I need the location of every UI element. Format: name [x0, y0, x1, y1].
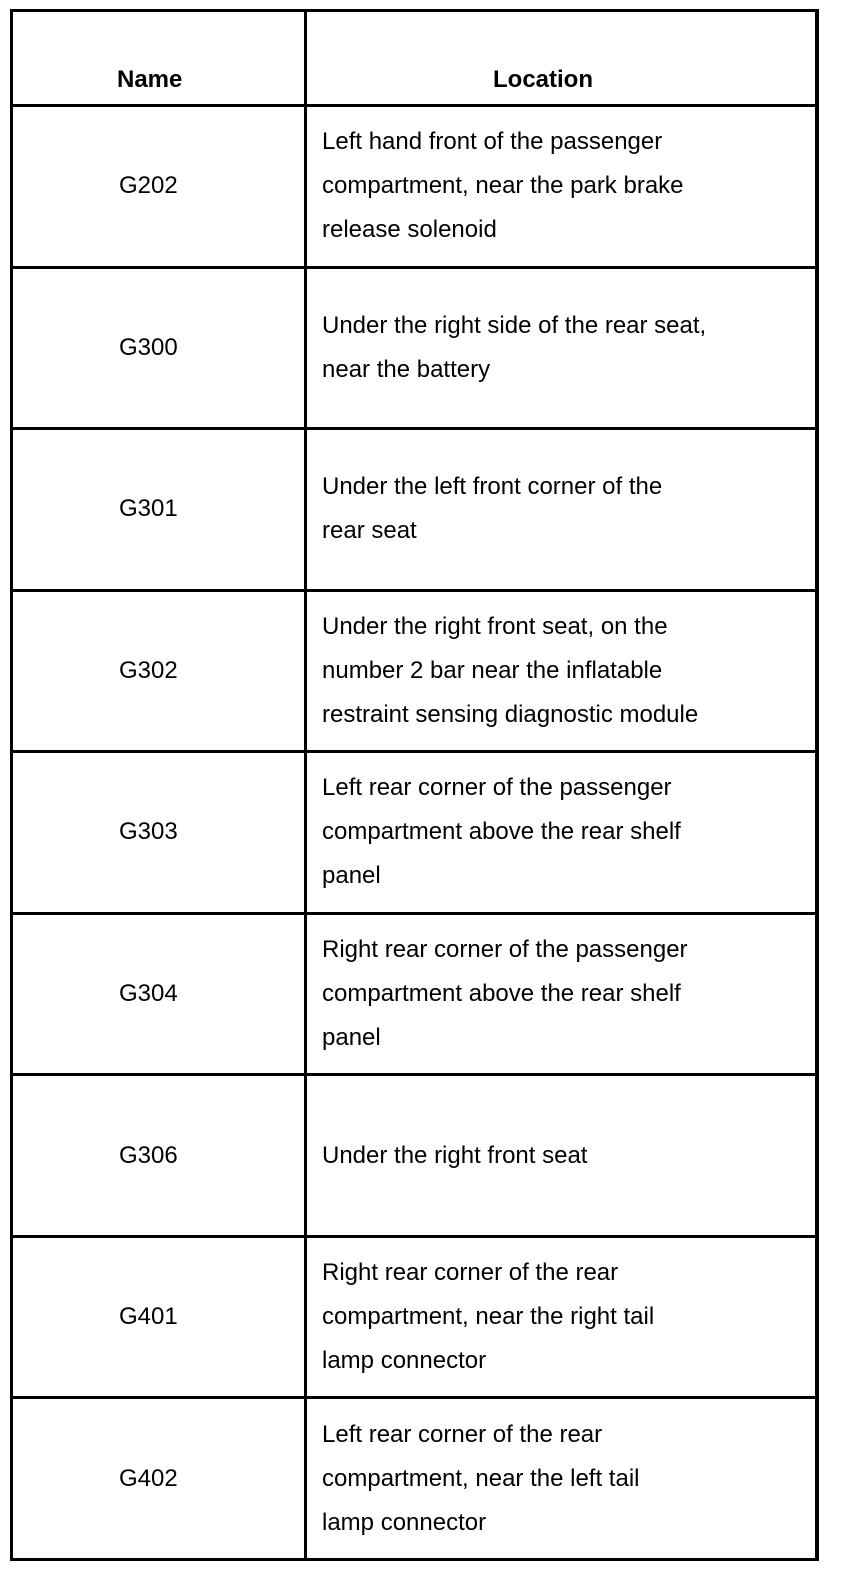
header-row — [12, 11, 817, 106]
ground-locations-table-container — [10, 9, 815, 1561]
table-row — [12, 752, 817, 914]
cell-location — [306, 1398, 817, 1560]
table-body — [12, 106, 817, 1560]
location-line: near the battery — [322, 355, 491, 383]
cell-location — [306, 590, 817, 752]
cell-location — [306, 106, 817, 268]
location-line: Right rear corner of the rear — [322, 1259, 619, 1287]
table-row — [12, 1398, 817, 1560]
cell-name: G304 — [12, 913, 306, 1075]
cell-location — [306, 429, 817, 591]
location-line: compartment above the rear shelf — [322, 980, 681, 1007]
location-line: Left rear corner of the passenger — [322, 774, 672, 802]
cell-location — [306, 267, 817, 429]
cell-name: G401 — [12, 1236, 306, 1398]
table-row — [12, 913, 817, 1075]
table-header — [12, 11, 817, 106]
column-header-name: Name — [12, 11, 306, 106]
table-row — [12, 1075, 817, 1237]
location-line: lamp connector — [322, 1347, 487, 1375]
location-line: Under the right front seat — [322, 1141, 588, 1169]
location-line: rear seat — [322, 517, 417, 545]
location-line: Left rear corner of the rear — [322, 1420, 603, 1448]
ground-locations-table — [10, 9, 819, 1561]
table-row — [12, 1236, 817, 1398]
cell-name: G202 — [12, 106, 306, 268]
location-line: compartment, near the park brake — [322, 172, 684, 200]
location-line: release solenoid — [322, 216, 497, 244]
table-row — [12, 267, 817, 429]
cell-name: G300 — [12, 267, 306, 429]
location-line: Right rear corner of the passenger — [322, 936, 688, 963]
table-row — [12, 106, 817, 268]
cell-location — [306, 752, 817, 914]
cell-name: G303 — [12, 752, 306, 914]
table-row — [12, 590, 817, 752]
location-line: number 2 bar near the inflatable — [322, 656, 663, 684]
cell-location — [306, 913, 817, 1075]
location-line: compartment, near the left tail — [322, 1464, 640, 1492]
cell-location — [306, 1236, 817, 1398]
cell-name: G302 — [12, 590, 306, 752]
location-line: Under the right front seat, on the — [322, 612, 668, 640]
location-line: panel — [322, 1024, 381, 1051]
location-line: compartment above the rear shelf — [322, 818, 681, 846]
location-line: lamp connector — [322, 1508, 487, 1536]
table-row — [12, 429, 817, 591]
cell-name: G306 — [12, 1075, 306, 1237]
location-line: panel — [322, 862, 381, 890]
location-line: Under the left front corner of the — [322, 473, 663, 501]
location-line: Left hand front of the passenger — [322, 128, 663, 156]
location-line: Under the right side of the rear seat, — [322, 311, 707, 339]
column-header-location: Location — [306, 11, 817, 106]
cell-location — [306, 1075, 817, 1237]
location-line: restraint sensing diagnostic module — [322, 700, 699, 728]
location-line: compartment, near the right tail — [322, 1303, 655, 1331]
cell-name: G301 — [12, 429, 306, 591]
cell-name: G402 — [12, 1398, 306, 1560]
